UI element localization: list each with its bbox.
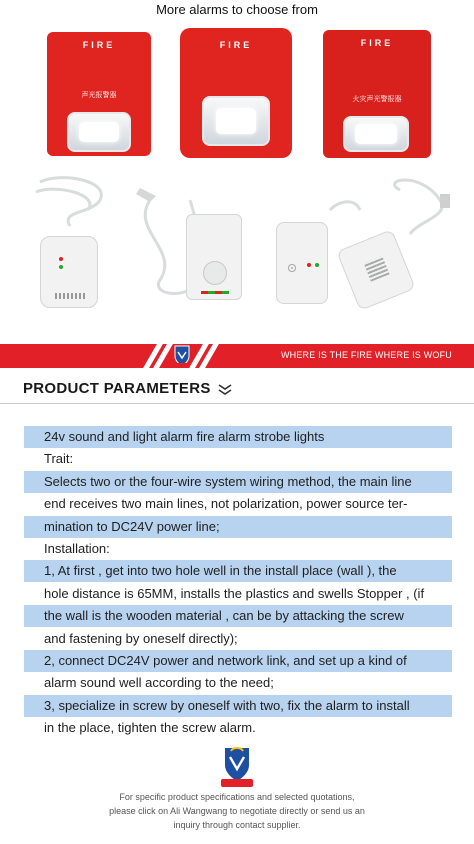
indicator-light-icon xyxy=(307,263,311,267)
description-line: Installation: xyxy=(44,541,110,556)
section-title: PRODUCT PARAMETERS xyxy=(23,380,211,397)
description-line: Selects two or the four-wire system wiring method, the main line xyxy=(24,471,452,493)
description-line: alarm sound well according to the need; xyxy=(44,675,274,691)
fire-alarm-product-3 xyxy=(323,30,431,158)
description-line: 1, At first , get into two hole well in the install place (wall ), the xyxy=(24,560,452,582)
description-line: Trait: xyxy=(44,451,74,467)
vent-grille-icon xyxy=(55,293,85,299)
brand-shield-icon xyxy=(172,344,192,368)
gas-detector-1 xyxy=(40,236,98,308)
fire-label: FIRE xyxy=(219,40,253,50)
fire-alarm-product-1 xyxy=(47,32,151,156)
description-line: end receives two main lines, not polarization, power source ter- xyxy=(44,496,408,512)
indicator-light-icon xyxy=(315,263,319,267)
brand-logo-icon xyxy=(219,745,255,789)
sensor-grille-icon xyxy=(287,263,297,273)
strobe-lens xyxy=(202,96,270,146)
chevron-down-icon xyxy=(216,382,234,398)
section-divider xyxy=(0,403,474,404)
indicator-lights-icon xyxy=(201,291,229,294)
alarm-chinese-label: 火灾声光警报器 xyxy=(352,96,402,103)
indicator-light-icon xyxy=(59,265,63,269)
indicator-light-icon xyxy=(59,257,63,261)
description-line: mination to DC24V power line; xyxy=(24,516,452,538)
gas-detector-3 xyxy=(276,222,328,304)
description-line: 2, connect DC24V power and network link, and set up a kind of xyxy=(24,650,452,672)
header-title: More alarms to choose from xyxy=(156,2,318,17)
fire-label: FIRE xyxy=(82,40,116,50)
speaker-icon xyxy=(203,261,227,285)
strobe-lens xyxy=(67,112,131,152)
vent-grille-icon xyxy=(364,256,390,282)
footer-line-3: inquiry through contact supplier. xyxy=(173,820,301,830)
fire-alarm-product-2 xyxy=(180,28,292,158)
alarm-chinese-label: 声光报警器 xyxy=(81,92,117,99)
footer-line-2: please click on Ali Wangwang to negotiate directly or send us an xyxy=(109,806,365,816)
description-line: the wall is the wooden material , can be by attacking the screw xyxy=(24,605,452,627)
fire-label: FIRE xyxy=(360,38,394,48)
description-line: in the place, tighten the screw alarm. xyxy=(44,720,256,736)
banner-slogan: WHERE IS THE FIRE WHERE IS WOFU xyxy=(280,350,452,360)
description-line: 3, specialize in screw by oneself with two, fix the alarm to install xyxy=(24,695,452,717)
footer-line-1: For specific product specifications and selected quotations, xyxy=(119,792,355,802)
description-line: and fastening by oneself directly); xyxy=(44,630,238,646)
description-line: 24v sound and light alarm fire alarm strobe lights xyxy=(24,426,452,448)
slogan-banner xyxy=(0,344,474,368)
strobe-lens xyxy=(343,116,409,152)
description-line: hole distance is 65MM, installs the plastics and swells Stopper , (if xyxy=(44,585,425,601)
gas-detector-2 xyxy=(186,214,242,300)
